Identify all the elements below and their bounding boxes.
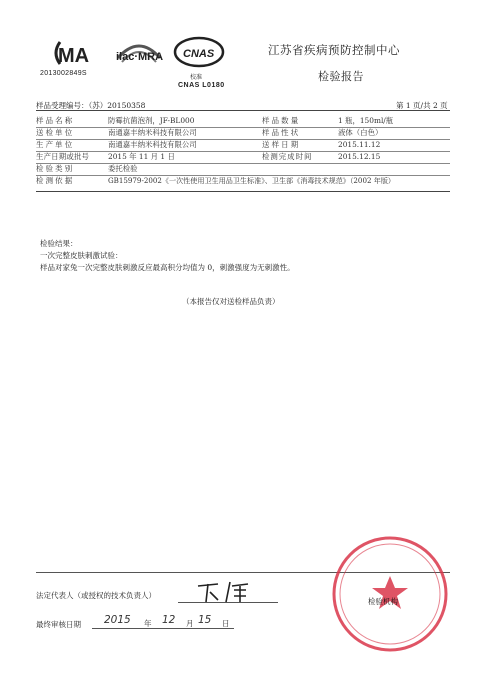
field-value: 2015 年 11 月 1 日 (108, 152, 175, 161)
cnas-logo (170, 36, 228, 72)
field-label: 样品数量 (262, 116, 301, 125)
field-label: 检测完成时间 (262, 152, 313, 161)
table-bottom-rule (36, 191, 450, 192)
official-seal (326, 530, 454, 658)
cma-logo (50, 38, 106, 68)
legal-representative-label: 法定代表人（或授权的技术负责人） (36, 591, 156, 600)
cnas-number: CNAS L0180 (178, 82, 225, 89)
results-conclusion: 样品对家兔一次完整皮肤刺激反应最高积分均值为 0，刺激强度为无刺激性。 (40, 263, 295, 272)
handwritten-signature (196, 578, 266, 604)
field-label: 样品名称 (36, 116, 75, 125)
approval-month: 12 (162, 614, 176, 626)
ilac-mra-logo (110, 38, 168, 70)
field-value: 委托检验 (108, 164, 138, 173)
field-label: 生产日期或批号 (36, 152, 90, 161)
approval-date-line (92, 628, 234, 629)
field-label: 样品性状 (262, 128, 301, 137)
field-value: 2015.11.12 (338, 140, 381, 149)
field-value: 液体（白色） (338, 128, 383, 137)
field-value: 1 瓶，150ml/瓶 (338, 116, 394, 125)
approval-day: 15 (198, 614, 212, 626)
report-title: 检验报告 (318, 70, 364, 83)
page-number: 第 1 页/共 2 页 (396, 101, 448, 110)
table-row (36, 175, 450, 187)
month-unit: 月 (186, 619, 194, 628)
table-top-rule (36, 110, 450, 111)
disclaimer: （本报告仅对送检样品负责） (182, 297, 280, 306)
field-label: 送检单位 (36, 128, 75, 137)
cma-number: 2013002849S (40, 70, 87, 77)
svg-text:CNAS: CNAS (183, 48, 215, 60)
organization-name: 江苏省疾病预防控制中心 (268, 43, 400, 57)
day-unit: 日 (222, 619, 230, 628)
approval-year: 2015 (104, 614, 131, 626)
field-value: 南通嘉丰纳米科技有限公司 (108, 140, 197, 149)
sample-number: 样品受理编号：（苏）20150358 (36, 101, 146, 110)
svg-text:MA: MA (58, 45, 90, 67)
field-value: 防霉抗菌泡剂，JF-BL000 (108, 116, 195, 125)
stamp-label: 检验机构 (368, 597, 398, 606)
field-label: 检验类别 (36, 164, 75, 173)
year-unit: 年 (144, 619, 152, 628)
results-title: 检验结果： (40, 239, 78, 248)
results-test-name: 一次完整皮肤刺激试验： (40, 251, 123, 260)
field-label: 生产单位 (36, 140, 75, 149)
svg-text:ilac·MRA: ilac·MRA (116, 51, 164, 63)
field-value: GB15979-2002《一次性使用卫生用品卫生标准》、卫生部《消毒技术规范》（2002 年版） (108, 176, 396, 185)
field-label: 检测依据 (36, 176, 75, 185)
cnas-sub-label: 校准 (190, 75, 203, 81)
field-label: 送样日期 (262, 140, 301, 149)
approval-date-label: 最终审核日期 (36, 620, 81, 629)
field-value: 南通嘉丰纳米科技有限公司 (108, 128, 197, 137)
field-value: 2015.12.15 (338, 152, 381, 161)
